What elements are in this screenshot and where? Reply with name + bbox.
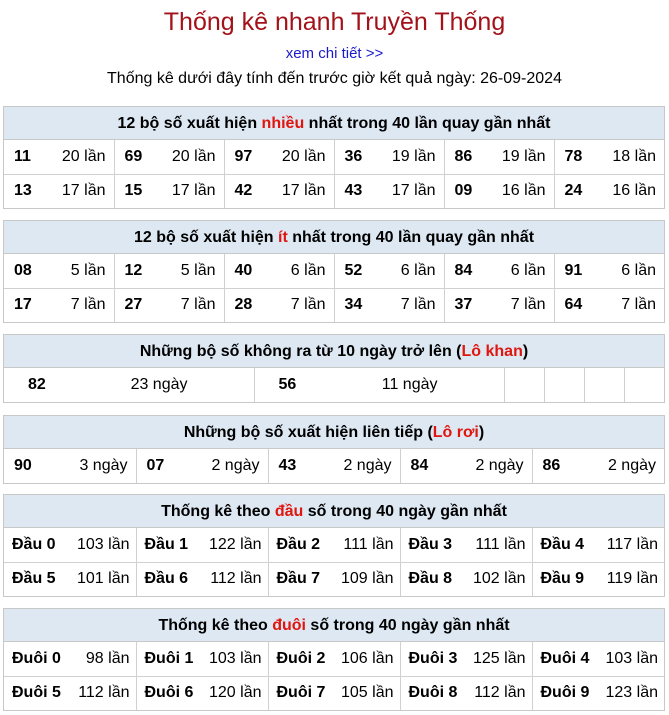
count: 7 lần [400,296,436,314]
count: 103 lần [209,649,262,667]
count: 106 lần [341,649,394,667]
count: 6 lần [510,261,546,279]
empty-cell [624,368,666,402]
number: 12 [124,261,143,279]
table-cell [224,288,334,322]
count: 119 lần [606,570,658,588]
number: 64 [564,296,583,314]
most-frequent-section [3,106,665,209]
number: Đầu 3 [408,535,453,553]
lo-khan-table [4,368,666,402]
table-cell [4,254,114,288]
heading-text: số trong 40 ngày gần nhất [303,503,507,520]
table-cell [554,288,664,322]
number: Đầu 8 [408,570,453,588]
page-title: Thống kê nhanh Truyền Thống [163,8,506,36]
number: Đuôi 0 [12,649,61,667]
number: 86 [454,147,473,165]
table-cell [532,642,664,676]
lo-roi-section [3,415,665,484]
heading-text: Thống kê theo [161,503,275,520]
count: 19 lần [501,147,546,165]
count: 11 ngày [381,376,438,393]
table-cell [4,288,114,322]
table-cell [4,528,136,562]
number: 91 [564,261,583,279]
most-frequent-table [4,140,664,208]
number: 17 [14,296,32,314]
least-frequent-section [3,220,665,323]
count: 111 lần [343,535,394,553]
table-cell [400,676,532,710]
table-cell [444,174,554,208]
table-cell [400,528,532,562]
table-cell [4,140,114,174]
count: 120 lần [209,684,262,702]
number: 27 [124,296,143,314]
table-cell [4,676,136,710]
count: 125 lần [473,649,526,667]
table-cell [400,449,532,483]
count: 6 lần [400,261,436,279]
count: 17 lần [281,182,326,200]
table-row [4,254,664,288]
heading-text: nhất trong 40 lần quay gần nhất [287,229,535,246]
least-frequent-table [4,254,664,322]
heading-text: ) [522,343,529,360]
count: 103 lần [77,535,130,553]
count: 19 lần [391,147,436,165]
table-cell [4,562,136,596]
count: 102 lần [473,570,526,588]
count: 2 ngày [607,457,656,474]
count: 103 lần [605,649,658,667]
least-frequent-heading [4,221,664,254]
lo-roi-heading [4,416,664,449]
table-cell [224,140,334,174]
number: 11 [14,147,31,165]
table-cell [400,562,532,596]
count: 7 lần [290,296,326,314]
heading-text: 12 bộ số xuất hiện [133,229,278,246]
count: 20 lần [281,147,326,165]
table-cell [254,368,504,402]
table-cell [4,642,136,676]
page-header [0,0,669,91]
table-cell [114,254,224,288]
count: 18 lần [612,147,656,165]
dau-heading [4,495,664,528]
number: Đầu 9 [540,570,585,588]
heading-text: nhất trong 40 lần quay gần nhất [304,115,551,132]
count: 122 lần [209,535,262,553]
table-row [4,368,666,402]
table-row [4,140,664,174]
count: 2 ngày [475,457,524,474]
count: 17 lần [171,182,216,200]
number: 90 [14,457,32,474]
table-row [4,449,664,483]
table-cell [532,676,664,710]
number: 69 [124,147,143,165]
table-row [4,174,664,208]
number: 13 [14,182,32,200]
table-cell [334,254,444,288]
number: 08 [14,261,32,279]
table-cell [400,642,532,676]
table-cell [114,174,224,208]
count: 6 lần [621,261,656,279]
count: 23 ngày [130,376,188,393]
table-row [4,528,664,562]
number: 84 [410,457,429,474]
table-cell [532,449,664,483]
number: 78 [564,147,583,165]
number: 37 [454,296,473,314]
heading-highlight: Lô khan [461,343,523,360]
table-cell [224,174,334,208]
count: 16 lần [501,182,546,200]
empty-cell [584,368,624,402]
count: 2 ngày [211,457,260,474]
heading-highlight: Lô rơi [432,424,479,441]
empty-cell [544,368,584,402]
table-cell [268,676,400,710]
heading-highlight: nhiều [261,115,305,132]
table-cell [554,174,664,208]
table-cell [224,254,334,288]
heading-highlight: ít [278,229,288,246]
count: 6 lần [290,261,326,279]
table-cell [268,562,400,596]
most-frequent-heading [4,107,664,140]
number: 40 [234,261,253,279]
count: 20 lần [61,147,106,165]
heading-text: 12 bộ số xuất hiện [117,115,262,132]
number: Đầu 6 [144,570,189,588]
lo-roi-table [4,449,664,483]
number: 56 [278,376,297,393]
table-cell [532,528,664,562]
table-cell [4,368,254,402]
heading-highlight: đuôi [272,617,306,634]
number: 52 [344,261,363,279]
number: Đuôi 1 [144,649,194,667]
number: Đầu 4 [540,535,585,553]
table-cell [334,288,444,322]
count: 112 lần [78,684,130,702]
count: 20 lần [171,147,216,165]
number: Đuôi 6 [144,684,194,702]
number: 24 [564,182,583,200]
table-cell [268,642,400,676]
table-cell [4,174,114,208]
count: 112 lần [474,684,526,702]
table-row [4,288,664,322]
table-cell [136,676,268,710]
number: 34 [344,296,363,314]
count: 7 lần [510,296,546,314]
table-cell [334,174,444,208]
number: Đuôi 9 [540,684,590,702]
number: Đầu 5 [12,570,56,588]
count: 16 lần [612,182,656,200]
table-cell [444,254,554,288]
count: 7 lần [621,296,656,314]
number: Đầu 2 [276,535,321,553]
table-cell [532,562,664,596]
count: 105 lần [341,684,394,702]
number: 42 [234,182,253,200]
count: 17 lần [391,182,436,200]
number: 43 [278,457,297,474]
count: 5 lần [180,261,216,279]
page-subtitle: Thống kê dưới đây tính đến trước giờ kết quả ngày: 26-09-2024 [107,70,562,87]
number: Đuôi 3 [408,649,458,667]
number: 82 [28,376,46,393]
count: 112 lần [210,570,262,588]
number: 97 [234,147,253,165]
count: 5 lần [70,261,106,279]
table-cell [554,254,664,288]
heading-highlight: đầu [274,503,304,520]
table-cell [136,528,268,562]
count: 101 lần [77,570,130,588]
table-cell [268,528,400,562]
heading-text: Thống kê theo [158,617,273,634]
number: 84 [454,261,473,279]
number: Đuôi 5 [12,684,61,702]
duoi-section [3,608,665,711]
table-row [4,562,664,596]
number: Đuôi 4 [540,649,590,667]
count: 7 lần [180,296,216,314]
heading-text: ) [478,424,485,441]
table-cell [334,140,444,174]
table-row [4,642,664,676]
number: Đầu 7 [276,570,321,588]
lo-khan-section [3,334,665,403]
heading-text: Những bộ số không ra từ 10 ngày trở lên ( [139,343,462,360]
dau-table [4,528,664,596]
heading-text: số trong 40 ngày gần nhất [305,617,510,634]
table-cell [136,562,268,596]
lo-khan-heading [4,335,664,368]
number: Đuôi 2 [276,649,326,667]
table-cell [444,140,554,174]
table-cell [268,449,400,483]
empty-cell [504,368,544,402]
table-cell [114,288,224,322]
table-cell [4,449,136,483]
duoi-heading [4,609,664,642]
number: 15 [124,182,143,200]
heading-text: Những bộ số xuất hiện liên tiếp ( [183,424,433,441]
count: 2 ngày [343,457,392,474]
count: 109 lần [341,570,394,588]
table-cell [554,140,664,174]
count: 98 lần [85,649,130,667]
table-cell [444,288,554,322]
number: Đầu 1 [144,535,189,553]
number: 36 [344,147,363,165]
number: 09 [454,182,473,200]
number: 28 [234,296,253,314]
table-cell [136,642,268,676]
table-cell [136,449,268,483]
count: 7 lần [70,296,106,314]
view-details-link[interactable]: xem chi tiết >> [285,45,384,62]
count: 123 lần [605,684,658,702]
number: 86 [542,457,561,474]
count: 117 lần [606,535,658,553]
duoi-table [4,642,664,710]
count: 111 lần [475,535,526,553]
number: Đầu 0 [12,535,56,553]
number: Đuôi 7 [276,684,326,702]
count: 17 lần [61,182,106,200]
number: 07 [146,457,165,474]
dau-section [3,494,665,597]
table-row [4,676,664,710]
number: 43 [344,182,363,200]
count: 3 ngày [79,457,128,474]
table-cell [114,140,224,174]
number: Đuôi 8 [408,684,458,702]
